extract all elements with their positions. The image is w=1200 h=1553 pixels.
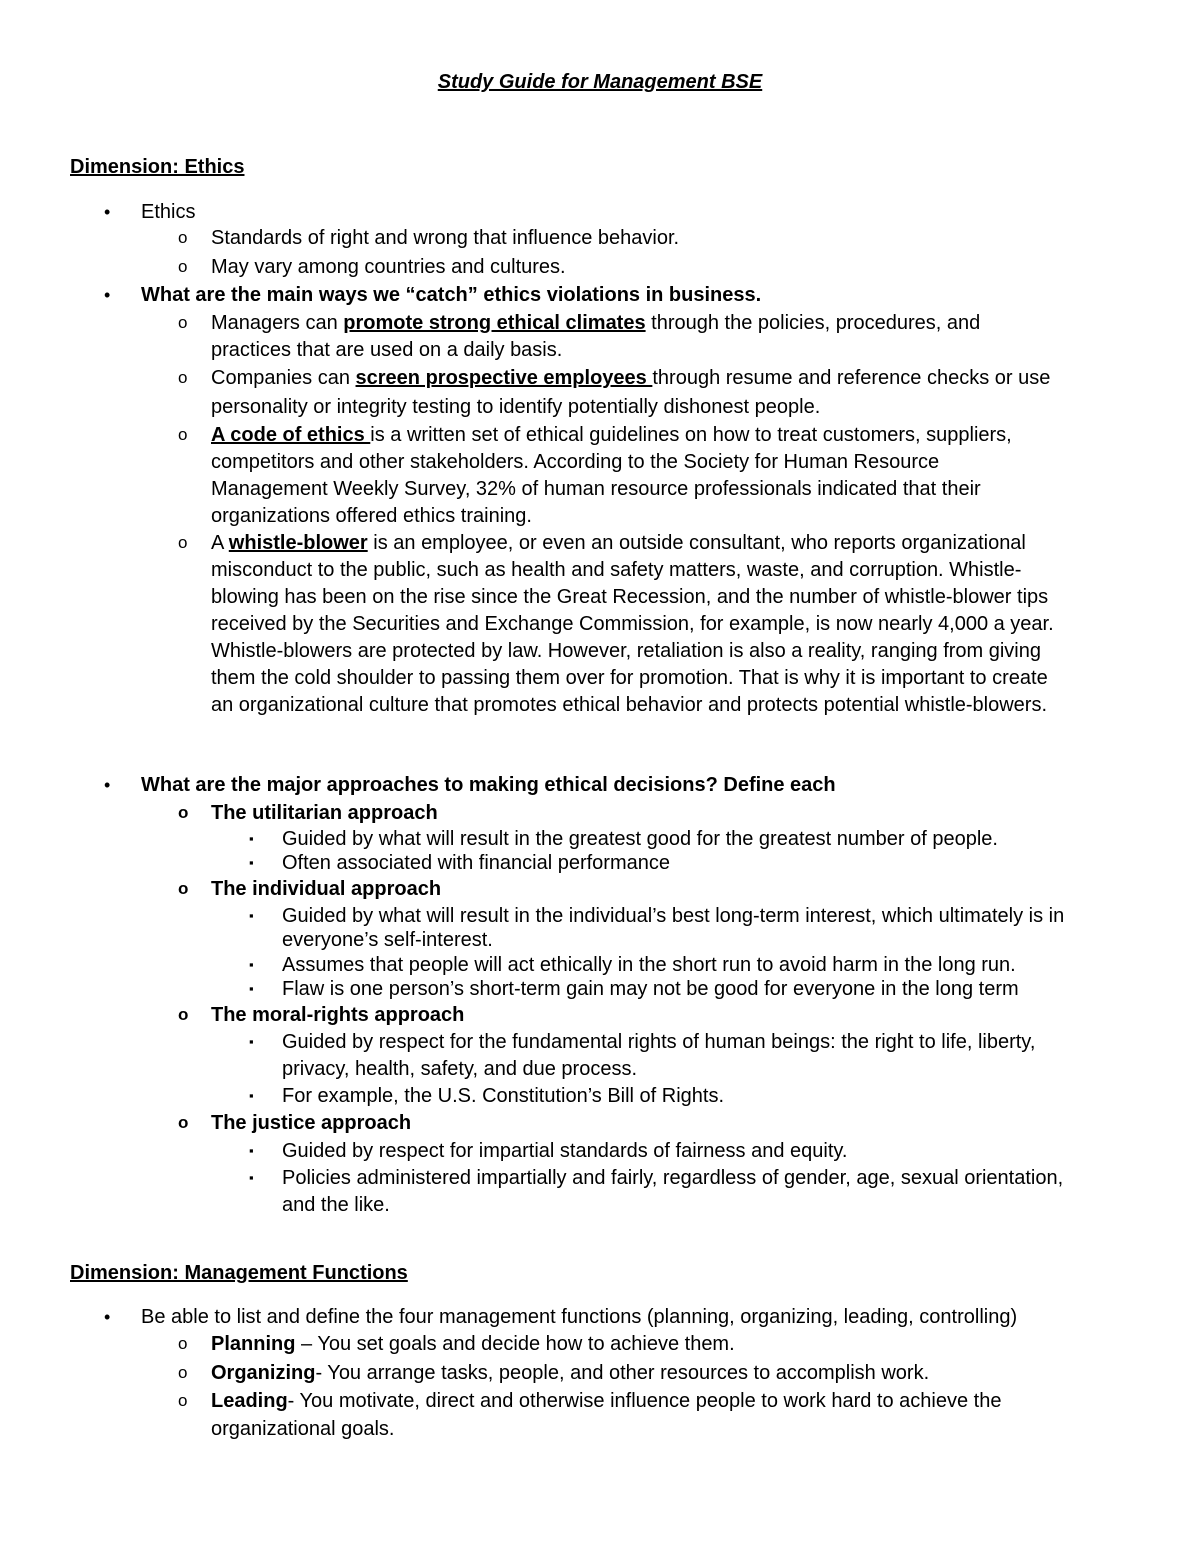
individual-point-2: Assumes that people will act ethically in the short run to avoid harm in the long run. [282, 954, 1016, 976]
planning-line [211, 1332, 735, 1356]
circle-bullet: o [178, 1113, 189, 1132]
square-bullet: ▪ [249, 1034, 254, 1049]
square-bullet: ▪ [249, 1143, 254, 1158]
square-bullet: ▪ [249, 1170, 254, 1185]
leading-line-2: organizational goals. [211, 1418, 395, 1440]
square-bullet: ▪ [249, 1088, 254, 1103]
planning-def: – You set goals and decide how to achieve them. [295, 1333, 735, 1355]
whistleblower-line-6: them the cold shoulder to passing them over for promotion. That is why it is important to create [211, 667, 1048, 689]
square-bullet: ▪ [249, 981, 254, 996]
justice-point-2b: and the like. [282, 1194, 390, 1216]
whistleblower-line-4: received by the Securities and Exchange Commission, for example, is now nearly 4,000 a year. [211, 613, 1054, 635]
circle-bullet: o [178, 1334, 188, 1353]
organizing-def: - You arrange tasks, people, and other resources to accomplish work. [315, 1362, 930, 1384]
disc-bullet: • [104, 202, 111, 222]
individual-heading: The individual approach [211, 878, 442, 900]
justice-point-1: Guided by respect for impartial standards of fairness and equity. [282, 1140, 848, 1162]
individual-point-3: Flaw is one person’s short-term gain may not be good for everyone in the long term [282, 978, 1019, 1000]
circle-bullet: o [178, 1363, 188, 1382]
individual-point-1a: Guided by what will result in the individual’s best long-term interest, which ultimately is in [282, 905, 1065, 927]
leading-def: - You motivate, direct and otherwise influence people to work hard to achieve the [287, 1390, 1002, 1412]
whistleblower-line-2: misconduct to the public, such as health and safety matters, waste, and corruption. Whistle- [211, 559, 1022, 581]
code-line-1 [211, 423, 1012, 447]
circle-bullet: o [178, 803, 189, 822]
justice-heading: The justice approach [211, 1112, 412, 1134]
circle-bullet: o [178, 368, 188, 387]
moral-point-1a: Guided by respect for the fundamental rights of human beings: the right to life, liberty, [282, 1031, 1036, 1053]
circle-bullet: o [178, 228, 188, 247]
whistleblower-line-3: blowing has been on the rise since the Great Recession, and the number of whistle-blower tips [211, 586, 1049, 608]
leading-line [211, 1389, 1001, 1413]
square-bullet: ▪ [249, 908, 254, 923]
climates-post: through the policies, procedures, and [645, 312, 981, 334]
functions-heading: Dimension: Management Functions [70, 1262, 408, 1284]
planning-term: Planning [211, 1333, 296, 1355]
document-title: Study Guide for Management BSE [437, 71, 763, 93]
organizing-term: Organizing [211, 1362, 316, 1384]
screen-line-2: personality or integrity testing to identify potentially dishonest people. [211, 396, 821, 418]
screen-pre: Companies can [211, 367, 356, 389]
square-bullet: ▪ [249, 957, 254, 972]
climates-pre: Managers can [211, 312, 344, 334]
code-line-3: Management Weekly Survey, 32% of human resource professionals indicated that their [211, 478, 981, 500]
disc-bullet: • [104, 1307, 111, 1327]
disc-bullet: • [104, 775, 111, 795]
approaches-question: What are the major approaches to making ethical decisions? Define each [141, 774, 836, 796]
circle-bullet: o [178, 257, 188, 276]
moral-point-2: For example, the U.S. Constitution’s Bill of Rights. [282, 1085, 725, 1107]
ethics-item: Ethics [141, 201, 196, 223]
code-term: A code of ethics [211, 424, 371, 446]
climates-line-2: practices that are used on a daily basis. [211, 339, 563, 361]
functions-intro: Be able to list and define the four management functions (planning, organizing, leading, controlling) [141, 1306, 1018, 1328]
disc-bullet: • [104, 285, 111, 305]
circle-bullet: o [178, 1391, 188, 1410]
code-line-2: competitors and other stakeholders. According to the Society for Human Resource [211, 451, 940, 473]
circle-bullet: o [178, 425, 188, 444]
justice-point-2a: Policies administered impartially and fairly, regardless of gender, age, sexual orientation, [282, 1167, 1064, 1189]
catch-question: What are the main ways we “catch” ethics violations in business. [141, 284, 762, 306]
screen-post: through resume and reference checks or use [652, 367, 1051, 389]
square-bullet: ▪ [249, 855, 254, 870]
ethics-variation: May vary among countries and cultures. [211, 256, 566, 278]
circle-bullet: o [178, 879, 189, 898]
climates-term: promote strong ethical climates [343, 312, 646, 334]
utilitarian-point-2: Often associated with financial performance [282, 852, 670, 874]
circle-bullet: o [178, 1005, 189, 1024]
code-post: is a written set of ethical guidelines on how to treat customers, suppliers, [370, 424, 1012, 446]
whistleblower-line-7: an organizational culture that promotes ethical behavior and protects potential whistle-blowers. [211, 694, 1048, 716]
organizing-line [211, 1361, 929, 1385]
wb-term: whistle-blower [228, 532, 368, 554]
ethics-heading: Dimension: Ethics [70, 156, 245, 178]
moral-point-1b: privacy, health, safety, and due process. [282, 1058, 638, 1080]
circle-bullet: o [178, 533, 188, 552]
utilitarian-point-1: Guided by what will result in the greatest good for the greatest number of people. [282, 828, 998, 850]
wb-post: is an employee, or even an outside consultant, who reports organizational [367, 532, 1026, 554]
moral-rights-heading: The moral-rights approach [211, 1004, 465, 1026]
whistleblower-line-1 [211, 531, 1026, 555]
code-line-4: organizations offered ethics training. [211, 505, 532, 527]
screen-line-1 [211, 366, 1050, 390]
whistleblower-line-5: Whistle-blowers are protected by law. However, retaliation is also a reality, ranging from giving [211, 640, 1041, 662]
circle-bullet: o [178, 313, 188, 332]
screen-term: screen prospective employees [355, 367, 653, 389]
wb-pre: A [211, 532, 229, 554]
leading-term: Leading [211, 1390, 288, 1412]
climates-line-1 [211, 311, 980, 335]
individual-point-1b: everyone’s self-interest. [282, 929, 493, 951]
ethics-definition: Standards of right and wrong that influence behavior. [211, 227, 680, 249]
square-bullet: ▪ [249, 831, 254, 846]
utilitarian-heading: The utilitarian approach [211, 802, 438, 824]
